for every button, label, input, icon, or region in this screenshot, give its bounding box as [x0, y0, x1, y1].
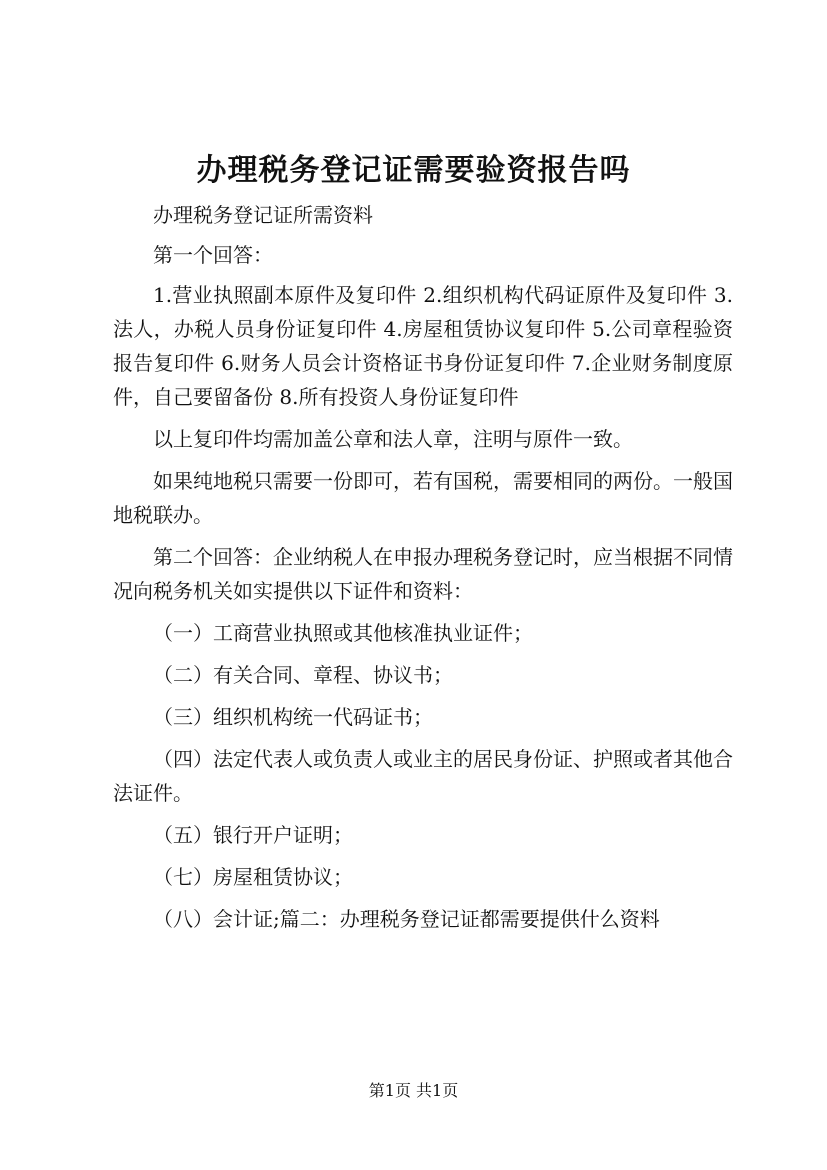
paragraph-intro: 办理税务登记证所需资料: [153, 203, 373, 227]
paragraph-copy-count: 如果纯地税只需要一份即可，若有国税，需要相同的两份。一般国地税联办。: [113, 469, 733, 527]
document-title: 办理税务登记证需要验资报告吗: [196, 153, 631, 188]
list-item-2: （二）有关合同、章程、协议书；: [153, 663, 453, 687]
paragraph-first-answer-list: 1.营业执照副本原件及复印件 2.组织机构代码证原件及复印件 3.法人，办税人员身份证复印件 4.房屋租赁协议复印件 5.公司章程验资报告复印件 6.财务人员会计资格证书身份证复印件 7.企业财务制度原件，自己要留备份 8.所有投资人身份证复印件: [113, 283, 733, 409]
page-footer: 第1页 共1页: [368, 1081, 459, 1100]
list-item-7: （七）房屋租赁协议；: [153, 865, 353, 889]
document-body: [113, 198, 733, 944]
list-item-1: （一）工商营业执照或其他核准执业证件；: [153, 621, 533, 645]
list-item-4: （四）法定代表人或负责人或业主的居民身份证、护照或者其他合法证件。: [113, 747, 733, 805]
list-item-5: （五）银行开户证明；: [153, 823, 353, 847]
list-item-3: （三）组织机构统一代码证书；: [153, 705, 433, 729]
paragraph-stamp-note: 以上复印件均需加盖公章和法人章，注明与原件一致。: [153, 427, 633, 451]
paragraph-second-answer: 第二个回答：企业纳税人在申报办理税务登记时，应当根据不同情况向税务机关如实提供以下证件和资料：: [113, 545, 733, 603]
list-item-8: （八）会计证;篇二：办理税务登记证都需要提供什么资料: [153, 907, 660, 931]
paragraph-first-answer-heading: 第一个回答：: [153, 243, 273, 267]
